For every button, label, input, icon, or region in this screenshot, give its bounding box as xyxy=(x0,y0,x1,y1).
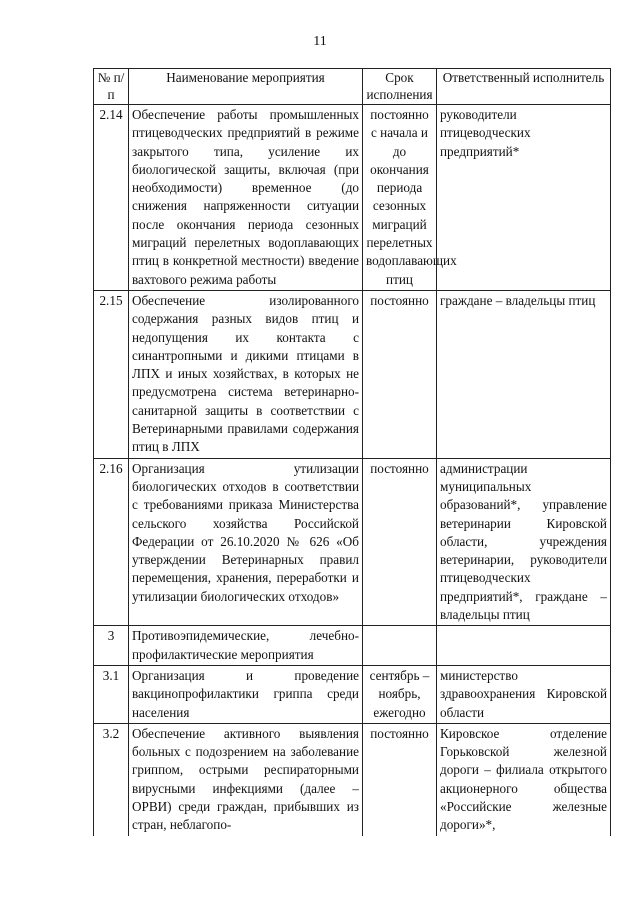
row-name: Обеспечение изолированного содержания разных видов птиц и недопущения их контакта с синантропными и дикими птицами в ЛПХ и иных хозяйствах, в которых не предусмотрена система ветеринарно-санитарной защиты в соответствии с Ветеринарными правилами содержания птиц в ЛПХ xyxy=(129,290,363,458)
row-responsible: граждане – владельцы птиц xyxy=(437,290,611,458)
row-responsible: Кировское отделение Горьковской железной дороги – филиала открытого акционерного общества «Российские железные дороги»*, xyxy=(437,723,611,835)
row-term: постоянно xyxy=(363,458,437,626)
row-name: Противоэпидемические, лечебно-профилактические мероприятия xyxy=(129,626,363,666)
row-name: Организация и проведение вакцинопрофилактики гриппа среди населения xyxy=(129,665,363,723)
row-number: 3.2 xyxy=(94,723,129,835)
row-responsible xyxy=(437,626,611,666)
row-name: Обеспечение работы промышленных птицеводческих предприятий в режиме закрытого типа, усиление их биологической защиты, включая (при необходимости) временное (до снижения напряженности ситуации после окончания периода сезонных миграций перелетных водоплавающих птиц в конкретной местности) введение вахтового режима работы xyxy=(129,105,363,291)
header-name: Наименование мероприятия xyxy=(129,69,363,105)
row-number: 2.15 xyxy=(94,290,129,458)
row-responsible: руководители птицеводческих предприятий* xyxy=(437,105,611,291)
header-term: Срок исполнения xyxy=(363,69,437,105)
row-responsible: администрации муниципальных образований*, управление ветеринарии Кировской области, учреждения ветеринарии, руководители птицеводческих предприятий*, граждане – владельцы птиц xyxy=(437,458,611,626)
row-number: 2.14 xyxy=(94,105,129,291)
table-row xyxy=(94,458,611,626)
table-row xyxy=(94,723,611,835)
measures-table xyxy=(93,68,611,836)
row-number: 3.1 xyxy=(94,665,129,723)
row-term: постоянно xyxy=(363,723,437,835)
table-section-row xyxy=(94,626,611,666)
row-number: 2.16 xyxy=(94,458,129,626)
table-header-row xyxy=(94,69,611,105)
row-term: сентябрь – ноябрь, ежегодно xyxy=(363,665,437,723)
row-number: 3 xyxy=(94,626,129,666)
table-row xyxy=(94,290,611,458)
table-row xyxy=(94,665,611,723)
row-term xyxy=(363,626,437,666)
header-responsible: Ответственный исполнитель xyxy=(437,69,611,105)
row-name: Организация утилизации биологических отходов в соответствии с требованиями приказа Министерства сельского хозяйства Российской Федерации от 26.10.2020 № 626 «Об утверждении Ветеринарных правил перемещения, хранения, переработки и утилизации биологических отходов» xyxy=(129,458,363,626)
row-name: Обеспечение активного выявления больных с подозрением на заболевание гриппом, острыми респираторными вирусными инфекциями (далее – ОРВИ) среди граждан, прибывших из стран, неблагопо- xyxy=(129,723,363,835)
table-row xyxy=(94,105,611,291)
row-responsible: министерство здравоохранения Кировской области xyxy=(437,665,611,723)
header-number: № п/п xyxy=(94,69,129,105)
row-term: постоянно xyxy=(363,290,437,458)
page-number: 11 xyxy=(313,34,327,49)
row-term: постоянно с начала и до окончания периода сезонных миграций перелетных водоплавающих птиц xyxy=(363,105,437,291)
